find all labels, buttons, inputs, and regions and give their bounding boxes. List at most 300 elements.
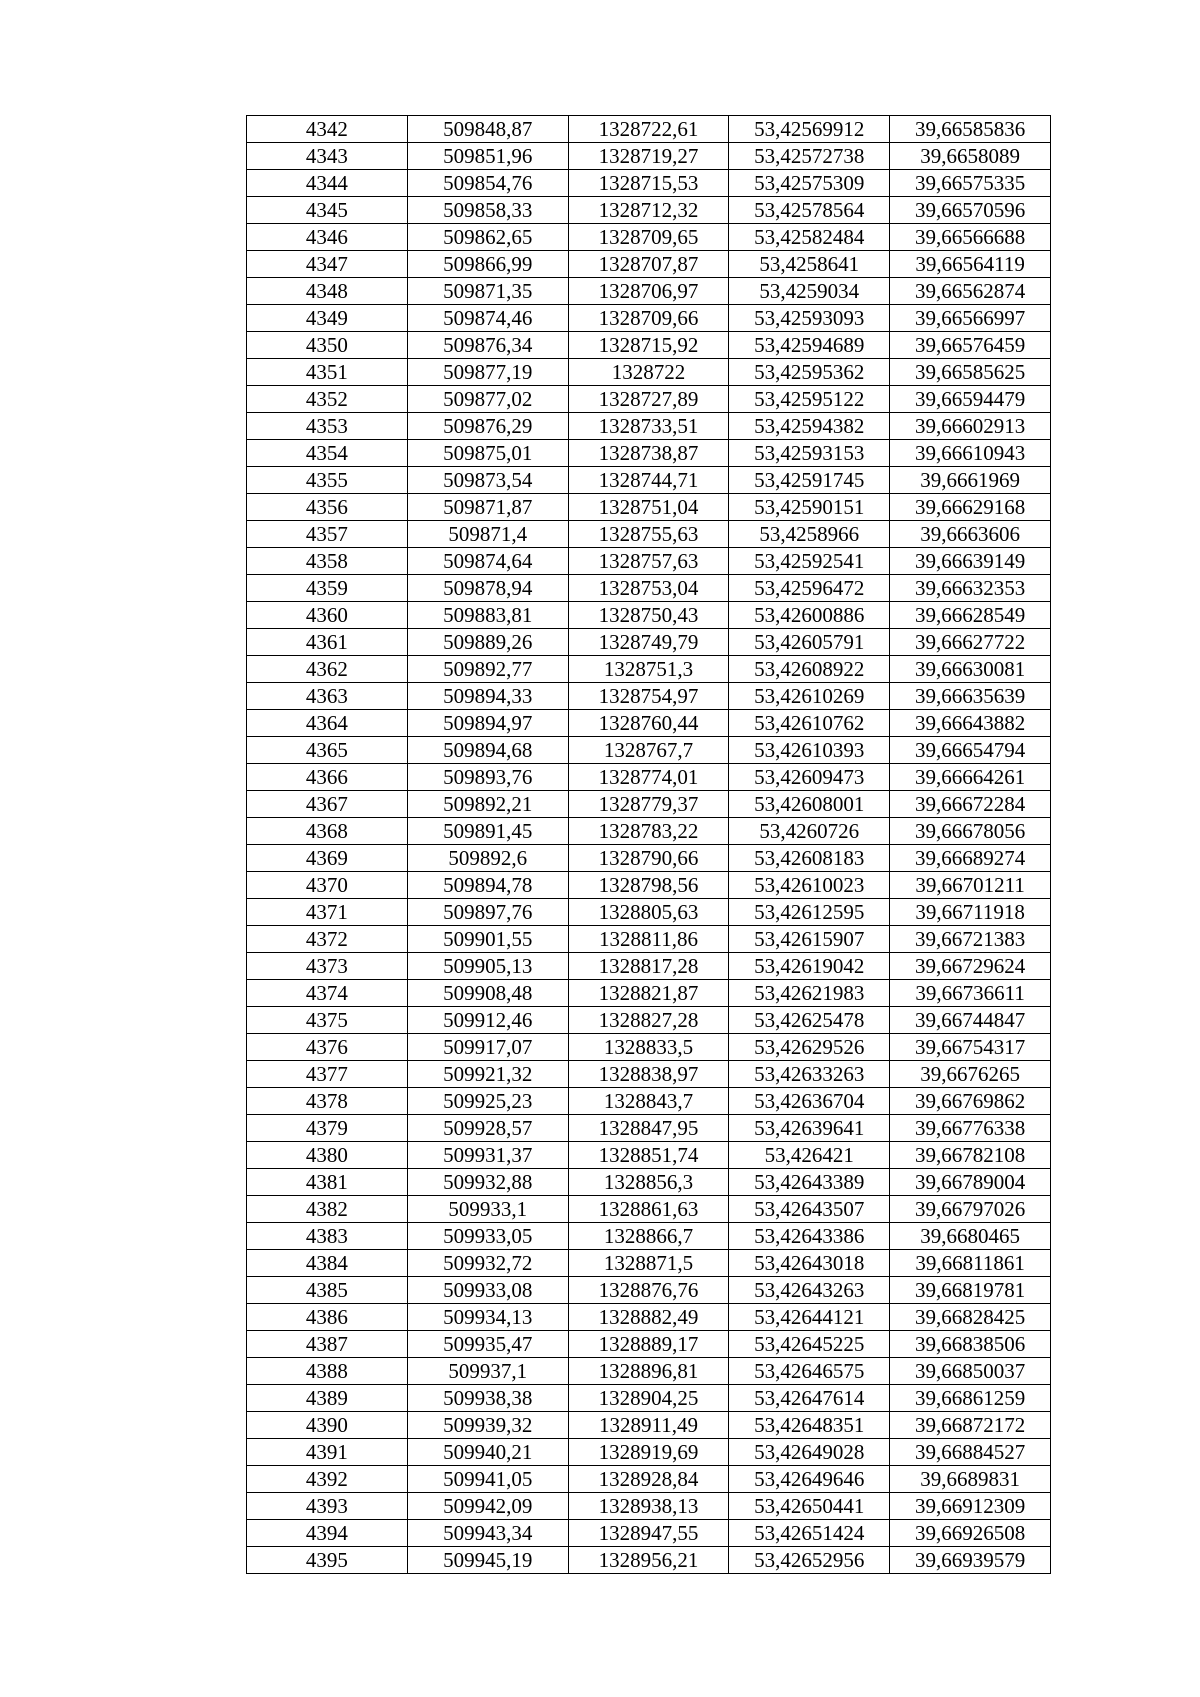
point-number-cell: 4344	[247, 170, 408, 197]
x-coordinate-cell: 509848,87	[407, 116, 568, 143]
x-coordinate-cell: 509942,09	[407, 1493, 568, 1520]
y-coordinate-cell: 1328727,89	[568, 386, 729, 413]
latitude-cell: 53,42582484	[729, 224, 890, 251]
longitude-cell: 39,66610943	[890, 440, 1051, 467]
latitude-cell: 53,42575309	[729, 170, 890, 197]
table-row	[247, 1169, 1051, 1196]
table-row	[247, 1034, 1051, 1061]
y-coordinate-cell: 1328947,55	[568, 1520, 729, 1547]
latitude-cell: 53,42646575	[729, 1358, 890, 1385]
table-row	[247, 440, 1051, 467]
longitude-cell: 39,66594479	[890, 386, 1051, 413]
longitude-cell: 39,66819781	[890, 1277, 1051, 1304]
point-number-cell: 4394	[247, 1520, 408, 1547]
point-number-cell: 4368	[247, 818, 408, 845]
latitude-cell: 53,4259034	[729, 278, 890, 305]
y-coordinate-cell: 1328719,27	[568, 143, 729, 170]
x-coordinate-cell: 509874,64	[407, 548, 568, 575]
table-row	[247, 1331, 1051, 1358]
point-number-cell: 4393	[247, 1493, 408, 1520]
coordinates-table-body	[247, 116, 1051, 1574]
point-number-cell: 4349	[247, 305, 408, 332]
y-coordinate-cell: 1328851,74	[568, 1142, 729, 1169]
latitude-cell: 53,42648351	[729, 1412, 890, 1439]
table-row	[247, 602, 1051, 629]
longitude-cell: 39,66861259	[890, 1385, 1051, 1412]
longitude-cell: 39,6689831	[890, 1466, 1051, 1493]
x-coordinate-cell: 509931,37	[407, 1142, 568, 1169]
x-coordinate-cell: 509878,94	[407, 575, 568, 602]
latitude-cell: 53,4258641	[729, 251, 890, 278]
y-coordinate-cell: 1328754,97	[568, 683, 729, 710]
y-coordinate-cell: 1328827,28	[568, 1007, 729, 1034]
y-coordinate-cell: 1328817,28	[568, 953, 729, 980]
table-row	[247, 1196, 1051, 1223]
point-number-cell: 4377	[247, 1061, 408, 1088]
point-number-cell: 4370	[247, 872, 408, 899]
x-coordinate-cell: 509883,81	[407, 602, 568, 629]
table-row	[247, 1088, 1051, 1115]
latitude-cell: 53,42594689	[729, 332, 890, 359]
point-number-cell: 4375	[247, 1007, 408, 1034]
longitude-cell: 39,66701211	[890, 872, 1051, 899]
x-coordinate-cell: 509875,01	[407, 440, 568, 467]
x-coordinate-cell: 509943,34	[407, 1520, 568, 1547]
point-number-cell: 4367	[247, 791, 408, 818]
x-coordinate-cell: 509858,33	[407, 197, 568, 224]
point-number-cell: 4366	[247, 764, 408, 791]
longitude-cell: 39,66575335	[890, 170, 1051, 197]
longitude-cell: 39,66711918	[890, 899, 1051, 926]
x-coordinate-cell: 509873,54	[407, 467, 568, 494]
point-number-cell: 4347	[247, 251, 408, 278]
point-number-cell: 4342	[247, 116, 408, 143]
y-coordinate-cell: 1328706,97	[568, 278, 729, 305]
y-coordinate-cell: 1328904,25	[568, 1385, 729, 1412]
point-number-cell: 4362	[247, 656, 408, 683]
table-row	[247, 386, 1051, 413]
longitude-cell: 39,66643882	[890, 710, 1051, 737]
y-coordinate-cell: 1328821,87	[568, 980, 729, 1007]
table-row	[247, 197, 1051, 224]
x-coordinate-cell: 509934,13	[407, 1304, 568, 1331]
table-row	[247, 791, 1051, 818]
x-coordinate-cell: 509892,77	[407, 656, 568, 683]
y-coordinate-cell: 1328715,92	[568, 332, 729, 359]
longitude-cell: 39,66632353	[890, 575, 1051, 602]
latitude-cell: 53,42610762	[729, 710, 890, 737]
x-coordinate-cell: 509894,33	[407, 683, 568, 710]
table-row	[247, 845, 1051, 872]
y-coordinate-cell: 1328722,61	[568, 116, 729, 143]
point-number-cell: 4357	[247, 521, 408, 548]
x-coordinate-cell: 509928,57	[407, 1115, 568, 1142]
point-number-cell: 4359	[247, 575, 408, 602]
latitude-cell: 53,42645225	[729, 1331, 890, 1358]
point-number-cell: 4372	[247, 926, 408, 953]
x-coordinate-cell: 509901,55	[407, 926, 568, 953]
point-number-cell: 4373	[247, 953, 408, 980]
y-coordinate-cell: 1328798,56	[568, 872, 729, 899]
x-coordinate-cell: 509940,21	[407, 1439, 568, 1466]
longitude-cell: 39,66585836	[890, 116, 1051, 143]
table-row	[247, 1412, 1051, 1439]
point-number-cell: 4387	[247, 1331, 408, 1358]
latitude-cell: 53,42596472	[729, 575, 890, 602]
x-coordinate-cell: 509925,23	[407, 1088, 568, 1115]
latitude-cell: 53,42643389	[729, 1169, 890, 1196]
longitude-cell: 39,66602913	[890, 413, 1051, 440]
longitude-cell: 39,66797026	[890, 1196, 1051, 1223]
latitude-cell: 53,42633263	[729, 1061, 890, 1088]
table-row	[247, 1385, 1051, 1412]
table-row	[247, 1358, 1051, 1385]
table-row	[247, 818, 1051, 845]
x-coordinate-cell: 509933,08	[407, 1277, 568, 1304]
point-number-cell: 4346	[247, 224, 408, 251]
table-row	[247, 332, 1051, 359]
point-number-cell: 4350	[247, 332, 408, 359]
x-coordinate-cell: 509862,65	[407, 224, 568, 251]
y-coordinate-cell: 1328715,53	[568, 170, 729, 197]
x-coordinate-cell: 509894,97	[407, 710, 568, 737]
point-number-cell: 4391	[247, 1439, 408, 1466]
y-coordinate-cell: 1328751,3	[568, 656, 729, 683]
longitude-cell: 39,66639149	[890, 548, 1051, 575]
x-coordinate-cell: 509894,78	[407, 872, 568, 899]
point-number-cell: 4345	[247, 197, 408, 224]
longitude-cell: 39,66872172	[890, 1412, 1051, 1439]
latitude-cell: 53,42647614	[729, 1385, 890, 1412]
point-number-cell: 4384	[247, 1250, 408, 1277]
longitude-cell: 39,66678056	[890, 818, 1051, 845]
longitude-cell: 39,66769862	[890, 1088, 1051, 1115]
point-number-cell: 4354	[247, 440, 408, 467]
table-row	[247, 1466, 1051, 1493]
x-coordinate-cell: 509932,72	[407, 1250, 568, 1277]
latitude-cell: 53,42569912	[729, 116, 890, 143]
longitude-cell: 39,66627722	[890, 629, 1051, 656]
longitude-cell: 39,66754317	[890, 1034, 1051, 1061]
x-coordinate-cell: 509937,1	[407, 1358, 568, 1385]
longitude-cell: 39,66576459	[890, 332, 1051, 359]
longitude-cell: 39,66566688	[890, 224, 1051, 251]
y-coordinate-cell: 1328712,32	[568, 197, 729, 224]
latitude-cell: 53,42608183	[729, 845, 890, 872]
y-coordinate-cell: 1328956,21	[568, 1547, 729, 1574]
table-row	[247, 548, 1051, 575]
y-coordinate-cell: 1328760,44	[568, 710, 729, 737]
longitude-cell: 39,66926508	[890, 1520, 1051, 1547]
y-coordinate-cell: 1328779,37	[568, 791, 729, 818]
latitude-cell: 53,42600886	[729, 602, 890, 629]
longitude-cell: 39,66838506	[890, 1331, 1051, 1358]
table-row	[247, 1142, 1051, 1169]
table-row	[247, 305, 1051, 332]
table-row	[247, 494, 1051, 521]
y-coordinate-cell: 1328767,7	[568, 737, 729, 764]
point-number-cell: 4348	[247, 278, 408, 305]
longitude-cell: 39,66654794	[890, 737, 1051, 764]
x-coordinate-cell: 509933,05	[407, 1223, 568, 1250]
latitude-cell: 53,42649028	[729, 1439, 890, 1466]
longitude-cell: 39,66630081	[890, 656, 1051, 683]
x-coordinate-cell: 509876,29	[407, 413, 568, 440]
x-coordinate-cell: 509935,47	[407, 1331, 568, 1358]
y-coordinate-cell: 1328751,04	[568, 494, 729, 521]
point-number-cell: 4382	[247, 1196, 408, 1223]
longitude-cell: 39,6663606	[890, 521, 1051, 548]
latitude-cell: 53,42592541	[729, 548, 890, 575]
latitude-cell: 53,42572738	[729, 143, 890, 170]
y-coordinate-cell: 1328753,04	[568, 575, 729, 602]
longitude-cell: 39,66585625	[890, 359, 1051, 386]
point-number-cell: 4376	[247, 1034, 408, 1061]
y-coordinate-cell: 1328928,84	[568, 1466, 729, 1493]
latitude-cell: 53,42593093	[729, 305, 890, 332]
longitude-cell: 39,66912309	[890, 1493, 1051, 1520]
longitude-cell: 39,66628549	[890, 602, 1051, 629]
y-coordinate-cell: 1328750,43	[568, 602, 729, 629]
y-coordinate-cell: 1328833,5	[568, 1034, 729, 1061]
table-row	[247, 170, 1051, 197]
y-coordinate-cell: 1328843,7	[568, 1088, 729, 1115]
x-coordinate-cell: 509874,46	[407, 305, 568, 332]
table-row	[247, 467, 1051, 494]
point-number-cell: 4379	[247, 1115, 408, 1142]
table-row	[247, 116, 1051, 143]
longitude-cell: 39,6658089	[890, 143, 1051, 170]
y-coordinate-cell: 1328911,49	[568, 1412, 729, 1439]
x-coordinate-cell: 509912,46	[407, 1007, 568, 1034]
longitude-cell: 39,66776338	[890, 1115, 1051, 1142]
table-row	[247, 575, 1051, 602]
latitude-cell: 53,42609473	[729, 764, 890, 791]
point-number-cell: 4390	[247, 1412, 408, 1439]
longitude-cell: 39,66562874	[890, 278, 1051, 305]
table-row	[247, 899, 1051, 926]
x-coordinate-cell: 509939,32	[407, 1412, 568, 1439]
point-number-cell: 4364	[247, 710, 408, 737]
point-number-cell: 4389	[247, 1385, 408, 1412]
table-row	[247, 953, 1051, 980]
point-number-cell: 4380	[247, 1142, 408, 1169]
x-coordinate-cell: 509941,05	[407, 1466, 568, 1493]
latitude-cell: 53,42643263	[729, 1277, 890, 1304]
longitude-cell: 39,66689274	[890, 845, 1051, 872]
latitude-cell: 53,42644121	[729, 1304, 890, 1331]
x-coordinate-cell: 509876,34	[407, 332, 568, 359]
point-number-cell: 4395	[247, 1547, 408, 1574]
table-row	[247, 278, 1051, 305]
point-number-cell: 4378	[247, 1088, 408, 1115]
latitude-cell: 53,42615907	[729, 926, 890, 953]
latitude-cell: 53,42608001	[729, 791, 890, 818]
latitude-cell: 53,42650441	[729, 1493, 890, 1520]
latitude-cell: 53,42591745	[729, 467, 890, 494]
latitude-cell: 53,42629526	[729, 1034, 890, 1061]
longitude-cell: 39,66729624	[890, 953, 1051, 980]
y-coordinate-cell: 1328755,63	[568, 521, 729, 548]
point-number-cell: 4386	[247, 1304, 408, 1331]
latitude-cell: 53,42578564	[729, 197, 890, 224]
latitude-cell: 53,42610023	[729, 872, 890, 899]
x-coordinate-cell: 509894,68	[407, 737, 568, 764]
longitude-cell: 39,66629168	[890, 494, 1051, 521]
longitude-cell: 39,66635639	[890, 683, 1051, 710]
y-coordinate-cell: 1328856,3	[568, 1169, 729, 1196]
point-number-cell: 4360	[247, 602, 408, 629]
longitude-cell: 39,6661969	[890, 467, 1051, 494]
latitude-cell: 53,42595122	[729, 386, 890, 413]
latitude-cell: 53,42643018	[729, 1250, 890, 1277]
longitude-cell: 39,6676265	[890, 1061, 1051, 1088]
y-coordinate-cell: 1328805,63	[568, 899, 729, 926]
y-coordinate-cell: 1328757,63	[568, 548, 729, 575]
longitude-cell: 39,66744847	[890, 1007, 1051, 1034]
x-coordinate-cell: 509854,76	[407, 170, 568, 197]
table-row	[247, 1250, 1051, 1277]
latitude-cell: 53,4258966	[729, 521, 890, 548]
point-number-cell: 4388	[247, 1358, 408, 1385]
latitude-cell: 53,42612595	[729, 899, 890, 926]
table-row	[247, 872, 1051, 899]
x-coordinate-cell: 509866,99	[407, 251, 568, 278]
y-coordinate-cell: 1328790,66	[568, 845, 729, 872]
longitude-cell: 39,66736611	[890, 980, 1051, 1007]
point-number-cell: 4358	[247, 548, 408, 575]
table-row	[247, 1547, 1051, 1574]
x-coordinate-cell: 509871,35	[407, 278, 568, 305]
latitude-cell: 53,42639641	[729, 1115, 890, 1142]
table-row	[247, 143, 1051, 170]
x-coordinate-cell: 509938,38	[407, 1385, 568, 1412]
table-row	[247, 1007, 1051, 1034]
latitude-cell: 53,42610393	[729, 737, 890, 764]
x-coordinate-cell: 509933,1	[407, 1196, 568, 1223]
point-number-cell: 4385	[247, 1277, 408, 1304]
table-row	[247, 710, 1051, 737]
point-number-cell: 4363	[247, 683, 408, 710]
x-coordinate-cell: 509932,88	[407, 1169, 568, 1196]
table-row	[247, 359, 1051, 386]
x-coordinate-cell: 509917,07	[407, 1034, 568, 1061]
table-row	[247, 1277, 1051, 1304]
longitude-cell: 39,66570596	[890, 197, 1051, 224]
y-coordinate-cell: 1328722	[568, 359, 729, 386]
y-coordinate-cell: 1328896,81	[568, 1358, 729, 1385]
latitude-cell: 53,42593153	[729, 440, 890, 467]
longitude-cell: 39,66884527	[890, 1439, 1051, 1466]
y-coordinate-cell: 1328783,22	[568, 818, 729, 845]
x-coordinate-cell: 509877,19	[407, 359, 568, 386]
longitude-cell: 39,66672284	[890, 791, 1051, 818]
x-coordinate-cell: 509897,76	[407, 899, 568, 926]
table-row	[247, 1520, 1051, 1547]
latitude-cell: 53,4260726	[729, 818, 890, 845]
x-coordinate-cell: 509945,19	[407, 1547, 568, 1574]
table-row	[247, 656, 1051, 683]
y-coordinate-cell: 1328889,17	[568, 1331, 729, 1358]
point-number-cell: 4383	[247, 1223, 408, 1250]
point-number-cell: 4374	[247, 980, 408, 1007]
longitude-cell: 39,66939579	[890, 1547, 1051, 1574]
longitude-cell: 39,66789004	[890, 1169, 1051, 1196]
y-coordinate-cell: 1328709,66	[568, 305, 729, 332]
latitude-cell: 53,42643386	[729, 1223, 890, 1250]
point-number-cell: 4356	[247, 494, 408, 521]
point-number-cell: 4392	[247, 1466, 408, 1493]
x-coordinate-cell: 509908,48	[407, 980, 568, 1007]
longitude-cell: 39,66566997	[890, 305, 1051, 332]
longitude-cell: 39,66782108	[890, 1142, 1051, 1169]
latitude-cell: 53,42652956	[729, 1547, 890, 1574]
x-coordinate-cell: 509889,26	[407, 629, 568, 656]
x-coordinate-cell: 509891,45	[407, 818, 568, 845]
longitude-cell: 39,66811861	[890, 1250, 1051, 1277]
table-row	[247, 413, 1051, 440]
table-row	[247, 224, 1051, 251]
y-coordinate-cell: 1328861,63	[568, 1196, 729, 1223]
table-row	[247, 980, 1051, 1007]
point-number-cell: 4352	[247, 386, 408, 413]
longitude-cell: 39,6680465	[890, 1223, 1051, 1250]
table-row	[247, 737, 1051, 764]
y-coordinate-cell: 1328811,86	[568, 926, 729, 953]
table-row	[247, 1115, 1051, 1142]
longitude-cell: 39,66721383	[890, 926, 1051, 953]
table-row	[247, 629, 1051, 656]
x-coordinate-cell: 509892,21	[407, 791, 568, 818]
longitude-cell: 39,66564119	[890, 251, 1051, 278]
point-number-cell: 4381	[247, 1169, 408, 1196]
y-coordinate-cell: 1328749,79	[568, 629, 729, 656]
x-coordinate-cell: 509877,02	[407, 386, 568, 413]
x-coordinate-cell: 509871,87	[407, 494, 568, 521]
x-coordinate-cell: 509851,96	[407, 143, 568, 170]
x-coordinate-cell: 509892,6	[407, 845, 568, 872]
longitude-cell: 39,66828425	[890, 1304, 1051, 1331]
latitude-cell: 53,426421	[729, 1142, 890, 1169]
y-coordinate-cell: 1328871,5	[568, 1250, 729, 1277]
x-coordinate-cell: 509893,76	[407, 764, 568, 791]
table-row	[247, 521, 1051, 548]
table-row	[247, 1061, 1051, 1088]
x-coordinate-cell: 509871,4	[407, 521, 568, 548]
x-coordinate-cell: 509905,13	[407, 953, 568, 980]
x-coordinate-cell: 509921,32	[407, 1061, 568, 1088]
y-coordinate-cell: 1328876,76	[568, 1277, 729, 1304]
table-row	[247, 764, 1051, 791]
latitude-cell: 53,42595362	[729, 359, 890, 386]
point-number-cell: 4369	[247, 845, 408, 872]
y-coordinate-cell: 1328882,49	[568, 1304, 729, 1331]
latitude-cell: 53,42610269	[729, 683, 890, 710]
latitude-cell: 53,42608922	[729, 656, 890, 683]
point-number-cell: 4371	[247, 899, 408, 926]
latitude-cell: 53,42621983	[729, 980, 890, 1007]
table-row	[247, 251, 1051, 278]
latitude-cell: 53,42619042	[729, 953, 890, 980]
latitude-cell: 53,42590151	[729, 494, 890, 521]
point-number-cell: 4355	[247, 467, 408, 494]
point-number-cell: 4351	[247, 359, 408, 386]
y-coordinate-cell: 1328866,7	[568, 1223, 729, 1250]
latitude-cell: 53,42605791	[729, 629, 890, 656]
y-coordinate-cell: 1328847,95	[568, 1115, 729, 1142]
point-number-cell: 4343	[247, 143, 408, 170]
table-row	[247, 1223, 1051, 1250]
